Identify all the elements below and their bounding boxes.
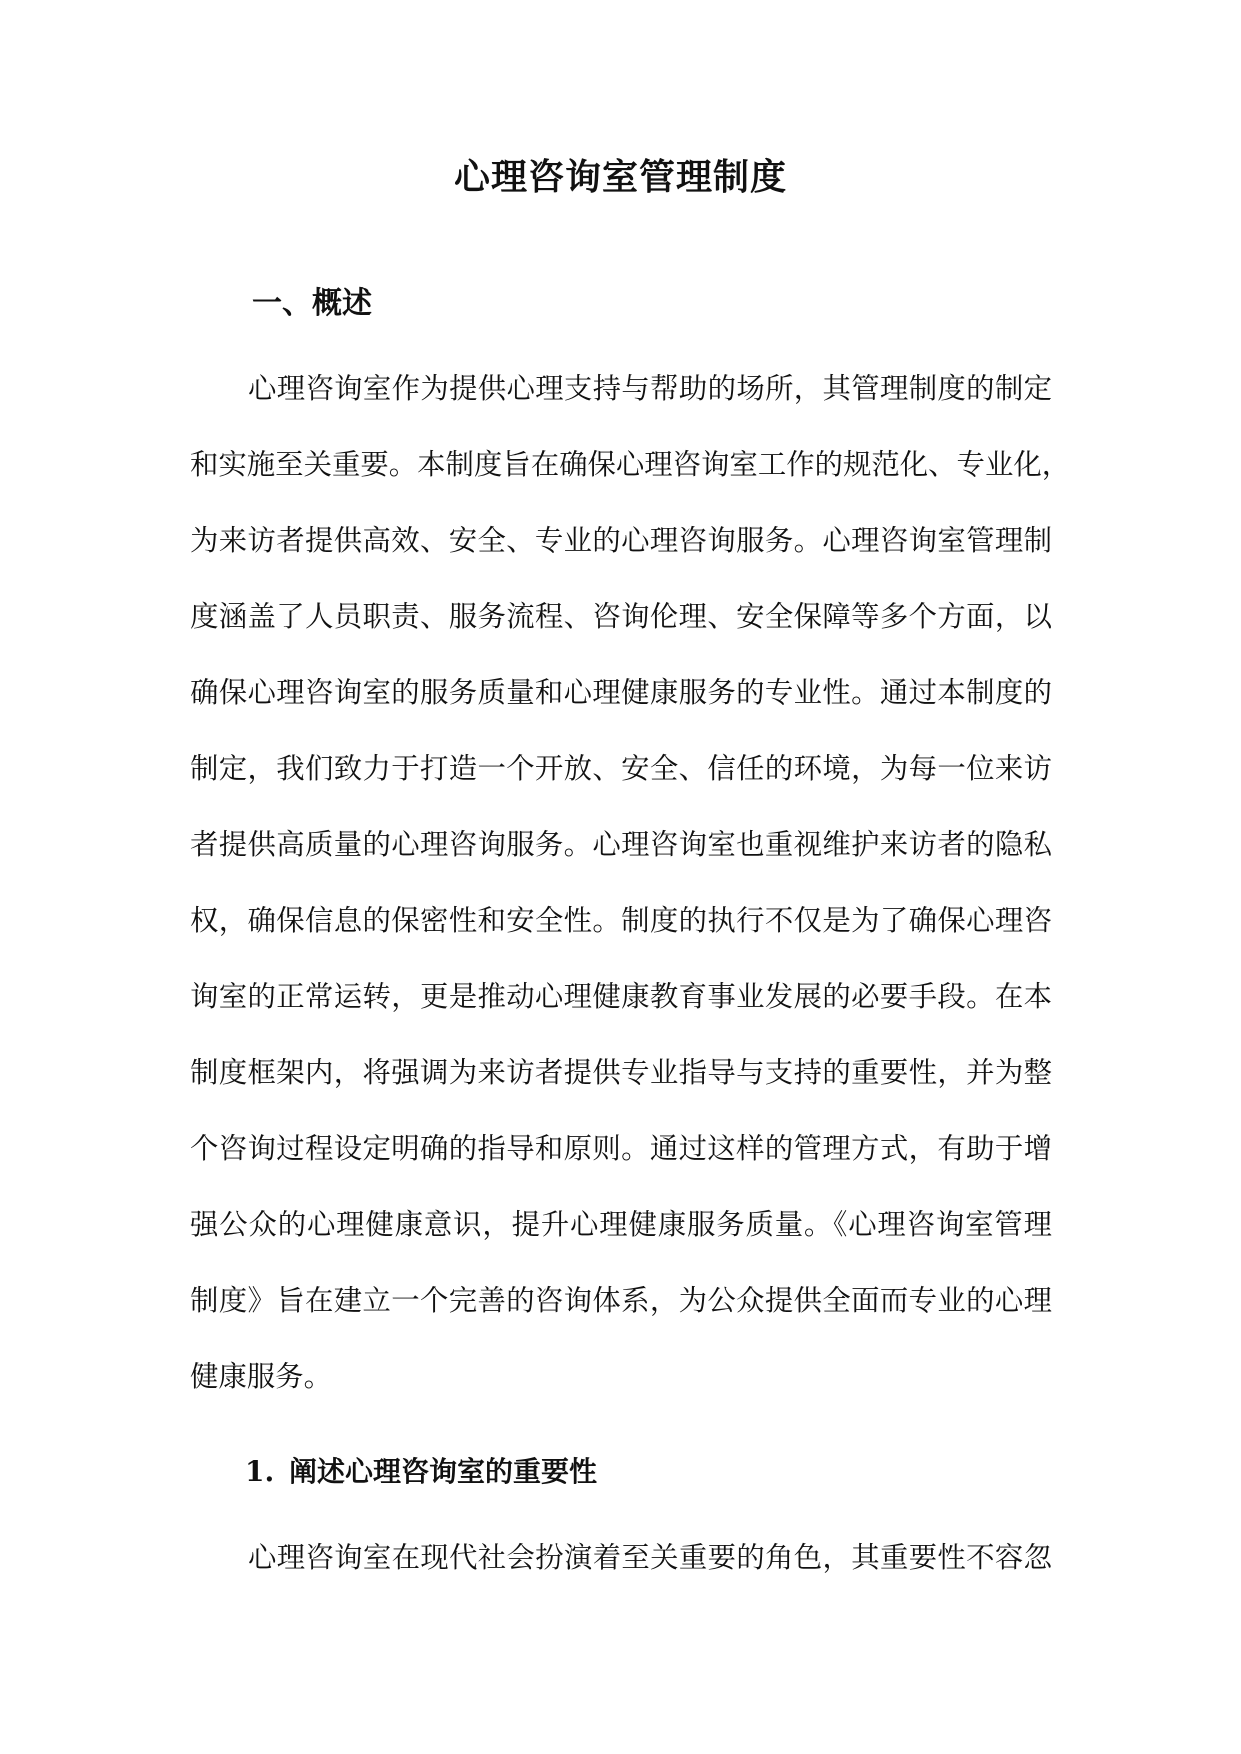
- importance-paragraph: [190, 1520, 1052, 1596]
- paragraph-line: 心理咨询室作为提供心理支持与帮助的场所，其管理制度的制定: [248, 372, 1052, 405]
- paragraph-line: 为来访者提供高效、安全、专业的心理咨询服务。心理咨询室管理制: [190, 524, 1052, 557]
- paragraph-line: 健康服务。: [190, 1360, 332, 1393]
- paragraph-line: 和实施至关重要。本制度旨在确保心理咨询室工作的规范化、专业化，: [190, 448, 1071, 481]
- paragraph-line: 个咨询过程设定明确的指导和原则。通过这样的管理方式，有助于增: [190, 1132, 1052, 1165]
- paragraph-line: 制定，我们致力于打造一个开放、安全、信任的环境，为每一位来访: [190, 752, 1052, 785]
- subsection-number: 1.: [245, 1455, 275, 1488]
- overview-paragraph: [190, 351, 1071, 1415]
- paragraph-line: 强公众的心理健康意识，提升心理健康服务质量。《心理咨询室管理: [190, 1208, 1052, 1241]
- paragraph-line: 制度框架内，将强调为来访者提供专业指导与支持的重要性，并为整: [190, 1056, 1052, 1089]
- paragraph-line: 权，确保信息的保密性和安全性。制度的执行不仅是为了确保心理咨: [190, 904, 1052, 937]
- subsection-heading-importance: [245, 1450, 597, 1494]
- document-title: 心理咨询室管理制度: [453, 156, 787, 198]
- paragraph-line: 度涵盖了人员职责、服务流程、咨询伦理、安全保障等多个方面，以: [190, 600, 1052, 633]
- paragraph-line: 确保心理咨询室的服务质量和心理健康服务的专业性。通过本制度的: [190, 676, 1052, 709]
- paragraph-line: 心理咨询室在现代社会扮演着至关重要的角色，其重要性不容忽: [248, 1541, 1052, 1574]
- paragraph-line: 询室的正常运转，更是推动心理健康教育事业发展的必要手段。在本: [190, 980, 1052, 1013]
- section-heading-overview: 一、概述: [252, 286, 372, 321]
- paragraph-line: 制度》旨在建立一个完善的咨询体系，为公众提供全面而专业的心理: [190, 1284, 1052, 1317]
- paragraph-line: 者提供高质量的心理咨询服务。心理咨询室也重视维护来访者的隐私: [190, 828, 1052, 861]
- subsection-title: 阐述心理咨询室的重要性: [289, 1455, 598, 1488]
